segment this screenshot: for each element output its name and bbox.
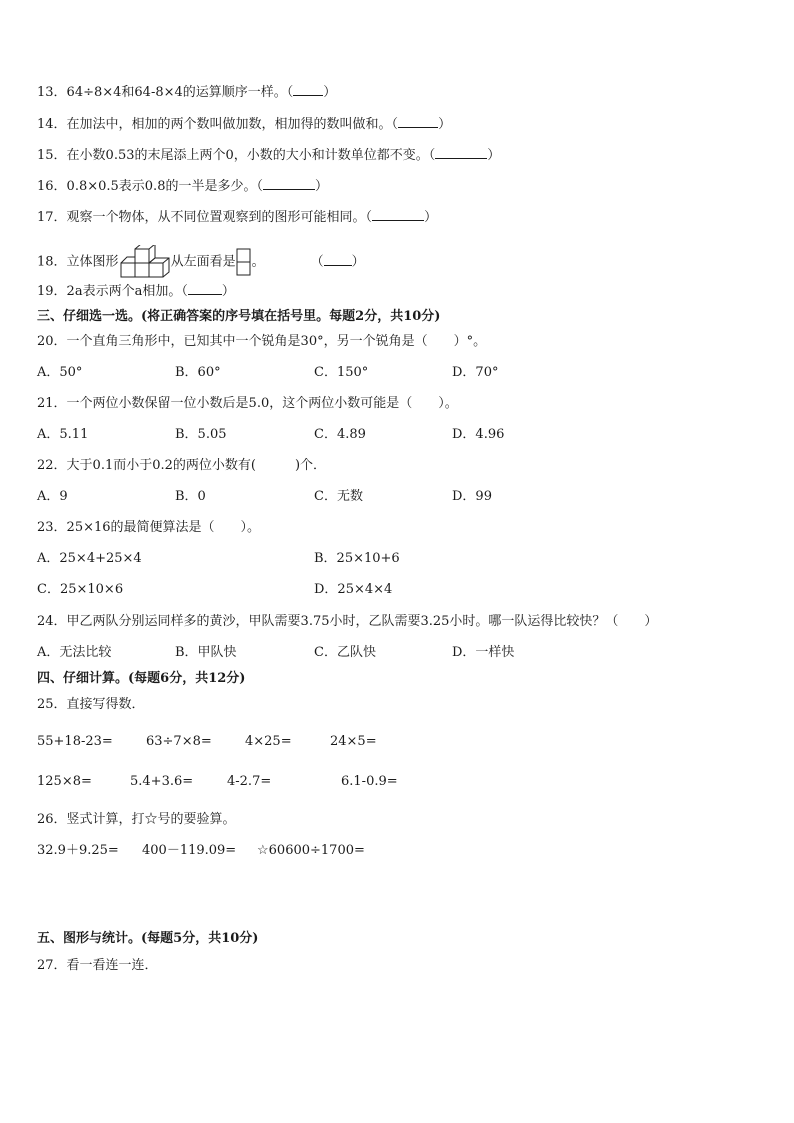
question-16: 16．0.8×0.5表示0.8的一半是多少。（ ） [37,179,328,194]
q22-option-d[interactable]: D．99 [452,489,492,504]
q20-option-a[interactable]: A．50° [37,365,83,380]
calc-item: 125×8= [37,774,92,789]
question-17: 17．观察一个物体，从不同位置观察到的图形可能相同。（ ） [37,210,438,225]
q22-option-c[interactable]: C．无数 [314,489,363,504]
question-24: 24．甲乙两队分别运同样多的黄沙，甲队需要3.75小时，乙队需要3.25小时。哪一队运得比较快？（ ） [37,614,658,629]
q20-option-b[interactable]: B．60° [175,365,221,380]
question-25: 25．直接写得数． [37,697,145,712]
q24-option-a[interactable]: A．无法比较 [37,645,112,660]
question-27: 27．看一看连一连． [37,958,158,973]
q20-option-c[interactable]: C．150° [314,365,369,380]
q23-option-d[interactable]: D．25×4×4 [314,582,393,597]
q21-option-b[interactable]: B．5.05 [175,427,227,442]
vertical-calc-item: 32.9＋9.25= [37,843,119,858]
cube-stack-figure [119,245,171,279]
q22-option-b[interactable]: B．0 [175,489,206,504]
calc-item: 5.4+3.6= [130,774,194,789]
question-23: 23．25×16的最简便算法是（ ）。 [37,520,261,535]
answer-blank[interactable] [293,84,323,96]
answer-blank[interactable] [263,178,315,190]
q24-option-c[interactable]: C．乙队快 [314,645,376,660]
answer-blank[interactable] [372,209,424,221]
calc-item: 6.1-0.9= [341,774,398,789]
calc-item: 4-2.7= [227,774,272,789]
section-5-title: 五、图形与统计。(每题5分，共10分) [37,931,259,946]
q22-option-a[interactable]: A．9 [37,489,68,504]
question-15: 15．在小数0.53的末尾添上两个0，小数的大小和计数单位都不变。（ ） [37,148,501,163]
q24-option-d[interactable]: D．一样快 [452,645,515,660]
calc-item: 24×5= [330,734,377,749]
section-4-title: 四、仔细计算。(每题6分，共12分) [37,671,246,686]
q21-option-c[interactable]: C．4.89 [314,427,366,442]
question-14: 14．在加法中，相加的两个数叫做加数，相加得的数叫做和。（ ） [37,117,452,132]
question-21: 21．一个两位小数保留一位小数后是5.0，这个两位小数可能是（ ）。 [37,396,458,411]
q20-option-d[interactable]: D．70° [452,365,499,380]
answer-blank[interactable] [324,254,352,266]
calc-item: 4×25= [245,734,292,749]
answer-blank[interactable] [435,147,487,159]
question-20: 20．一个直角三角形中，已知其中一个锐角是30°，另一个锐角是（ ）°。 [37,334,487,349]
q23-option-a[interactable]: A．25×4+25×4 [37,551,142,566]
q21-option-a[interactable]: A．5.11 [37,427,89,442]
question-26: 26．竖式计算，打☆号的要验算。 [37,812,236,827]
question-18: 18．立体图形 从左面看是 。 （ ） [37,245,365,279]
q23-option-b[interactable]: B．25×10+6 [314,551,400,566]
question-22: 22．大于0.1而小于0.2的两位小数有( )个． [37,458,327,473]
calc-item: 55+18-23= [37,734,113,749]
calc-item: 63÷7×8= [146,734,212,749]
answer-blank[interactable] [188,283,222,295]
section-3-title: 三、仔细选一选。(将正确答案的序号填在括号里。每题2分，共10分) [37,309,441,324]
question-19: 19．2a表示两个a相加。（ ） [37,284,235,299]
answer-blank[interactable] [398,116,438,128]
q21-option-d[interactable]: D．4.96 [452,427,505,442]
vertical-calc-item: 400－119.09= [142,843,237,858]
q24-option-b[interactable]: B．甲队快 [175,645,237,660]
vertical-calc-item: ☆60600÷1700= [257,843,365,858]
q23-option-c[interactable]: C．25×10×6 [37,582,124,597]
left-view-figure [236,248,252,276]
question-13: 13．64÷8×4和64-8×4的运算顺序一样。（ ） [37,85,337,100]
